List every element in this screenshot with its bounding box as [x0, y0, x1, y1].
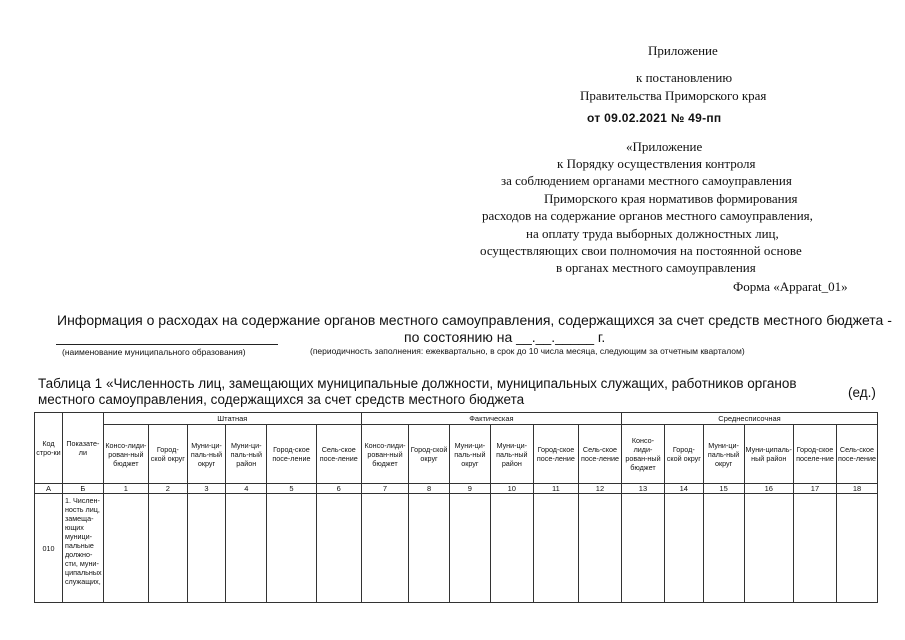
- data-cell: [793, 494, 836, 603]
- subcol-header: Муни-ци-паль-ный округ: [449, 425, 490, 484]
- subcol-header: Муни-ци-паль-ный округ: [187, 425, 226, 484]
- subcol-header: Город-ской округ: [664, 425, 703, 484]
- data-cell: [148, 494, 187, 603]
- data-cell: [703, 494, 744, 603]
- num-cell: 11: [533, 484, 578, 494]
- table-unit: (ед.): [848, 385, 876, 400]
- data-cell: [103, 494, 148, 603]
- data-cell: [836, 494, 877, 603]
- subcol-header: Город-ской округ: [409, 425, 450, 484]
- decree-date: от 09.02.2021 № 49-пп: [587, 111, 722, 125]
- subcol-header: Город-ское поселе-ние: [793, 425, 836, 484]
- row-indicator-label: 1. Числен-ность лиц, замеща-ющих муници-пальные должно-сти, муни-ципальных служащих,: [62, 494, 103, 603]
- num-cell: 5: [267, 484, 316, 494]
- subcol-header: Муни-ци-паль-ный район: [490, 425, 533, 484]
- data-cell: [361, 494, 408, 603]
- num-cell: 10: [490, 484, 533, 494]
- periodicity-caption: (периодичность заполнения: ежеквартально, в срок до 10 числа месяца, следующим за отчетным кварталом): [310, 346, 745, 356]
- data-cell: [621, 494, 664, 603]
- appendix-label: Приложение: [648, 43, 718, 58]
- num-cell: 14: [664, 484, 703, 494]
- group-average-header: Среднесписочная: [621, 413, 877, 425]
- num-cell: 13: [621, 484, 664, 494]
- appendix-line-1: «Приложение: [626, 139, 703, 154]
- num-cell: 1: [103, 484, 148, 494]
- data-cell: [316, 494, 361, 603]
- government-label: Правительства Приморского края: [580, 88, 767, 103]
- data-cell: [226, 494, 267, 603]
- info-title: Информация о расходах на содержание органов местного самоуправления, содержащихся за счет средств местного бюджета -: [57, 312, 892, 328]
- row-code: 010: [35, 494, 63, 603]
- table-title-line-2: местного самоуправления, содержащихся за счет средств местного бюджета: [38, 392, 525, 407]
- subcol-header: Консо-лиди-рован-ный бюджет: [103, 425, 148, 484]
- subcol-header: Муни-ци-паль-ный округ: [703, 425, 744, 484]
- num-cell: Б: [62, 484, 103, 494]
- municipality-caption: (наименование муниципального образования): [62, 347, 246, 357]
- subcol-header: Сель-ское посе-ление: [316, 425, 361, 484]
- form-label: Форма «Apparat_01»: [733, 279, 848, 294]
- data-cell: [409, 494, 450, 603]
- subcol-header: Консо-лиди-рован-ный бюджет: [361, 425, 408, 484]
- appendix-line-8: в органах местного самоуправления: [556, 260, 756, 275]
- data-cell: [744, 494, 793, 603]
- appendix-line-3: за соблюдением органами местного самоуправления: [501, 173, 792, 188]
- data-cell: [578, 494, 621, 603]
- subcol-header: Город-ское посе-ление: [533, 425, 578, 484]
- subcol-header: Муни-ци-паль-ный район: [226, 425, 267, 484]
- num-cell: А: [35, 484, 63, 494]
- col-indicator-header: Показате-ли: [62, 413, 103, 484]
- num-cell: 16: [744, 484, 793, 494]
- group-staff-header: Штатная: [103, 413, 361, 425]
- appendix-line-6: на оплату труда выборных должностных лиц,: [526, 226, 779, 241]
- data-cell: [267, 494, 316, 603]
- num-cell: 8: [409, 484, 450, 494]
- table-1: [34, 412, 878, 603]
- decree-reference: к постановлению: [636, 70, 733, 85]
- num-cell: 9: [449, 484, 490, 494]
- subcol-header: Консо-лиди-рован-ный бюджет: [621, 425, 664, 484]
- appendix-line-5: расходов на содержание органов местного самоуправления,: [482, 208, 813, 223]
- data-cell: [664, 494, 703, 603]
- subcol-header: Сель-ское посе-ление: [836, 425, 877, 484]
- num-cell: 4: [226, 484, 267, 494]
- data-cell: [490, 494, 533, 603]
- as-of-date: по состоянию на __.__._____ г.: [404, 329, 606, 345]
- num-cell: 15: [703, 484, 744, 494]
- num-cell: 12: [578, 484, 621, 494]
- subcol-header: Сель-ское посе-ление: [578, 425, 621, 484]
- data-cell: [449, 494, 490, 603]
- num-cell: 17: [793, 484, 836, 494]
- appendix-line-4: Приморского края нормативов формирования: [544, 191, 798, 206]
- num-cell: 2: [148, 484, 187, 494]
- num-cell: 18: [836, 484, 877, 494]
- municipality-underline: [56, 344, 278, 345]
- num-cell: 3: [187, 484, 226, 494]
- table-title-line-1: Таблица 1 «Численность лиц, замещающих муниципальные должности, муниципальных служащих, работников органов: [38, 376, 797, 391]
- data-cell: [187, 494, 226, 603]
- col-code-header: Код стро-ки: [35, 413, 63, 484]
- data-cell: [533, 494, 578, 603]
- subcol-header: Муни-ципаль-ный район: [744, 425, 793, 484]
- group-actual-header: Фактическая: [361, 413, 621, 425]
- subcol-header: Город-ской округ: [148, 425, 187, 484]
- subcol-header: Город-ское посе-ление: [267, 425, 316, 484]
- num-cell: 7: [361, 484, 408, 494]
- num-cell: 6: [316, 484, 361, 494]
- appendix-line-7: осуществляющих свои полномочия на постоянной основе: [480, 243, 802, 258]
- appendix-line-2: к Порядку осуществления контроля: [557, 156, 756, 171]
